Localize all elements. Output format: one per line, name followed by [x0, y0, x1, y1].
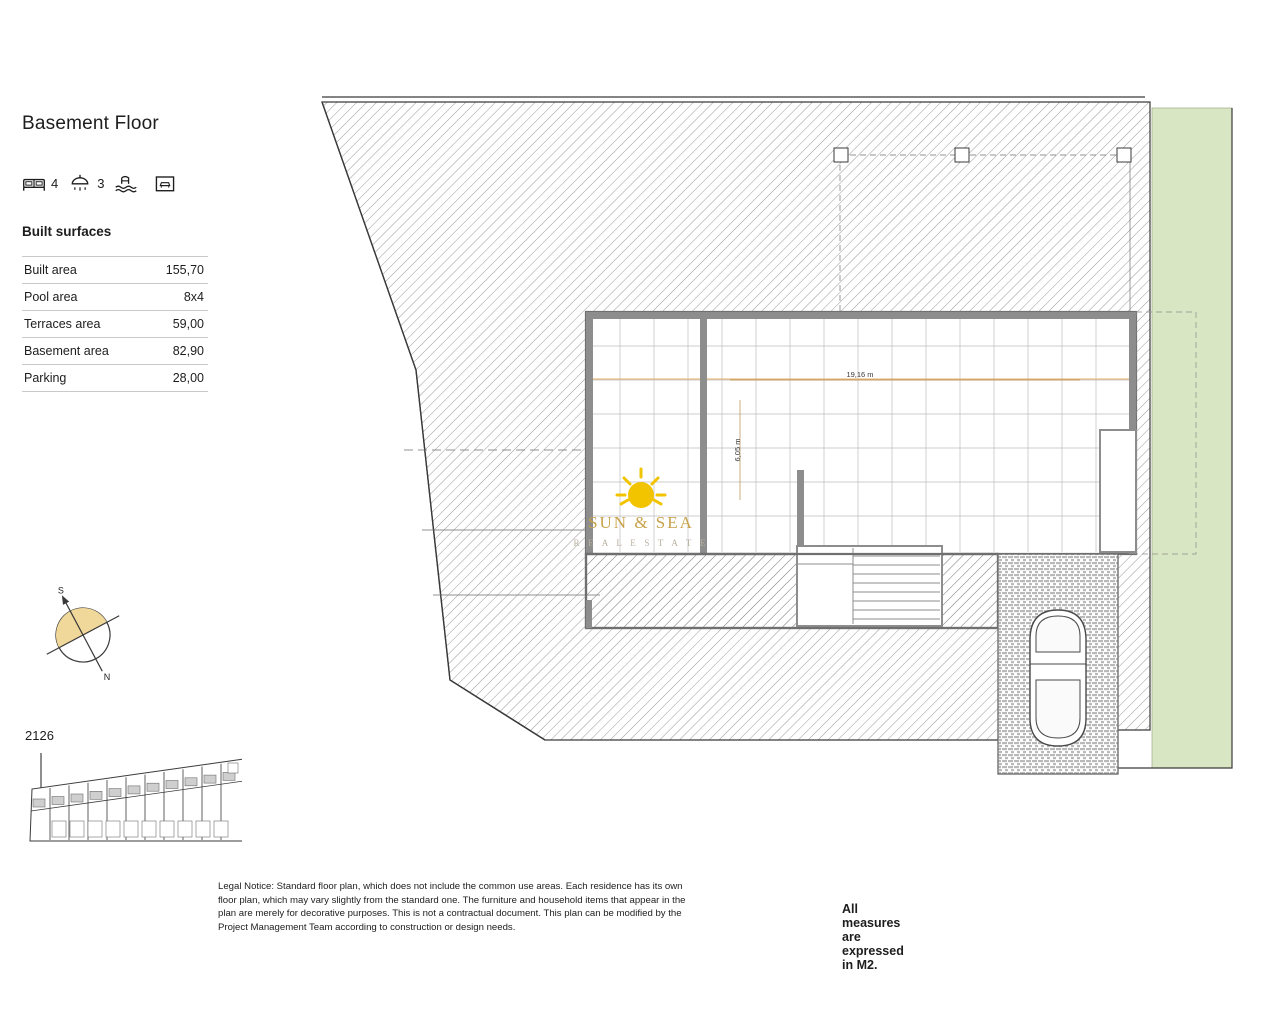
- feature-bathrooms: [68, 172, 104, 194]
- dimension-label-vertical: 6,05 m: [733, 438, 742, 462]
- surface-label: Built area: [24, 263, 77, 277]
- svg-text:S: S: [57, 585, 64, 596]
- feature-bedrooms: [22, 172, 58, 194]
- surface-value: 155,70: [165, 263, 204, 277]
- feature-parking: [153, 172, 182, 194]
- floor-plan-drawing: [300, 40, 1280, 860]
- table-row: [22, 257, 208, 284]
- watermark-subtitle: R E A L E S T A T E: [573, 538, 709, 548]
- table-row: [22, 284, 208, 311]
- built-surfaces-heading: Built surfaces: [22, 224, 112, 239]
- pool-icon: [114, 172, 138, 194]
- site-key-diagram: [22, 745, 242, 850]
- surface-value: 8x4: [183, 290, 204, 304]
- bedrooms-count: 4: [51, 175, 59, 191]
- legal-notice: Legal Notice: Standard floor plan, which does not include the common use areas. Each residence has its own floor plan, which may vary slightly from the standard one. The furniture and household items that appear in the plan are merely for decorative purposes. This is not a contractual document. This plan can be modified by the Project Management Team according to construction or design needs.: [218, 881, 686, 933]
- surface-label: Parking: [24, 371, 67, 385]
- basement-room: [586, 312, 1196, 554]
- measures-note: All measures are expressed in M2.: [842, 902, 904, 972]
- table-row: [22, 365, 208, 392]
- surface-value: 82,90: [172, 344, 204, 358]
- page-title: Basement Floor: [22, 113, 159, 134]
- parking-area: [998, 554, 1118, 774]
- table-row: [22, 311, 208, 338]
- bed-icon: [22, 172, 46, 194]
- surface-value: 59,00: [172, 317, 204, 331]
- bathrooms-count: 3: [97, 175, 105, 191]
- table-row: [22, 338, 208, 365]
- compass-rose: [28, 580, 138, 690]
- feature-pool: [114, 172, 143, 194]
- stair-block: [586, 546, 998, 628]
- surface-label: Basement area: [24, 344, 109, 358]
- garden-area: [1152, 108, 1232, 768]
- garage-icon: [153, 172, 177, 194]
- feature-icon-row: [22, 172, 182, 194]
- shower-icon: [68, 172, 92, 194]
- surface-label: Pool area: [24, 290, 78, 304]
- watermark-title: SUN & SEA: [588, 513, 694, 532]
- built-surfaces-table: [22, 256, 208, 392]
- plot-number: 2126: [25, 728, 54, 743]
- car-icon: [1030, 610, 1086, 746]
- surface-value: 28,00: [172, 371, 204, 385]
- svg-text:N: N: [103, 672, 111, 683]
- surface-label: Terraces area: [24, 317, 101, 331]
- dimension-label-horizontal: 19,16 m: [846, 370, 874, 379]
